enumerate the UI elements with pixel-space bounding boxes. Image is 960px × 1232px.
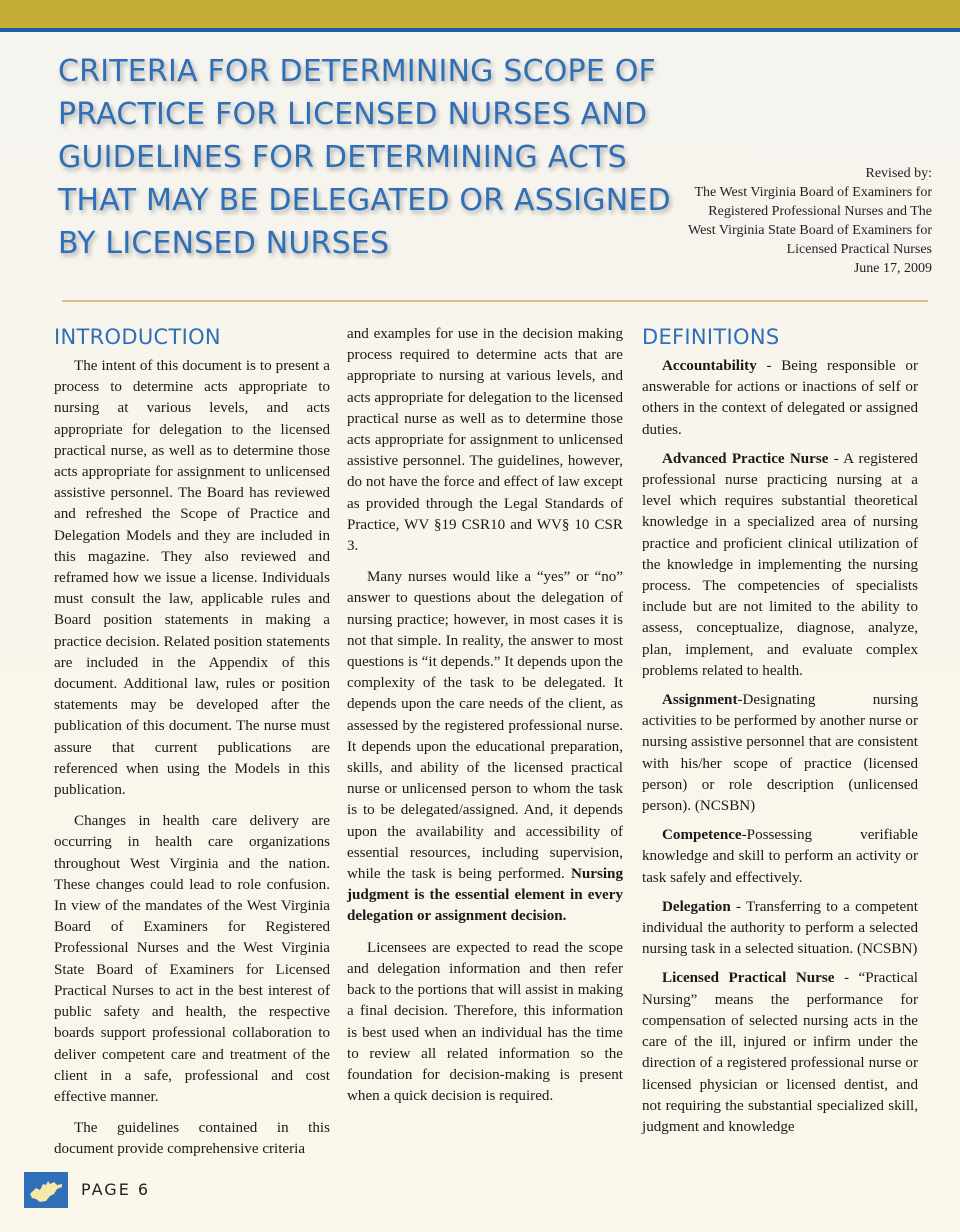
top-gold-band bbox=[0, 0, 960, 28]
page-number: PAGE 6 bbox=[81, 1180, 151, 1199]
introduction-column bbox=[54, 322, 330, 1171]
definition-text: Being responsible or answerable for actions or inactions of self or others in the context of delegated or assigned duties. bbox=[642, 358, 919, 438]
middle-paragraph-text: Many nurses would like a “yes” or “no” answer to questions about the delegation of nursing practice; however, in most cases it is not that simple. In reality, the answer to most questions is “it depends.” It depends upon the complexity of the task to be delegated. It depends upon the care needs of the client, as assessed by the registered professional nurse. It depends upon the educational preparation, skills, and ability of the licensed practical nurse or unlicensed person to whom the task is to be delegated/assigned. And, it depends upon the availability and accessibility of essential resources, including supervision, while the task is being performed. bbox=[347, 569, 623, 883]
top-blue-rule bbox=[0, 28, 960, 32]
middle-paragraph bbox=[347, 567, 623, 927]
intro-paragraph: The guidelines contained in this document provide comprehensive criteria bbox=[54, 1120, 330, 1158]
revised-line: Registered Professional Nurses and The bbox=[708, 204, 932, 219]
definition-text: “Practical Nursing” means the performance for compensation of selected nursing acts in the care of the ill, injured or infirm under the direction of a registered professional nurse or licensed physician or licensed dentist, and not requiring the substantial specialized skill, judgment and knowledge bbox=[642, 970, 918, 1135]
west-virginia-map-icon bbox=[24, 1172, 68, 1208]
middle-paragraph: and examples for use in the decision making process required to determine acts that are appropriate to nursing at various levels, and acts appropriate for delegation to the licensed practical nurse as well as to determine those acts appropriate for assignment to unlicensed assistive personnel. The guidelines, however, do not have the force and effect of law except as provided through the Legal Standards of Practice, WV §19 CSR10 and WV§ 10 CSR 3. bbox=[347, 326, 623, 555]
definition-separator: - bbox=[737, 692, 743, 709]
definitions-column bbox=[642, 322, 918, 1146]
revised-date: June 17, 2009 bbox=[853, 261, 932, 276]
definition-term: Advanced Practice Nurse bbox=[662, 450, 829, 467]
document-title: CRITERIA FOR DETERMINING SCOPE OF PRACTICE FOR LICENSED NURSES AND GUIDELINES FOR DETERMINING ACTS THAT MAY BE DELEGATED OR ASSIGNED BY LICENSED NURSES bbox=[58, 54, 671, 261]
definition-separator: - bbox=[756, 358, 782, 374]
definition-item bbox=[642, 690, 918, 817]
definition-separator: - bbox=[834, 970, 859, 987]
definition-text: A registered professional nurse practicing nursing at a level which requires substantial theoretical knowledge in a specialized area of nursing practice and proficient clinical utilization of the knowledge in implementing the nursing process. The competencies of specialists include but are not limited to the ability to assess, conceptualize, diagnose, analyze, plan, implement, and evaluate complex problems related to health. bbox=[642, 450, 918, 679]
revised-line: Revised by: bbox=[865, 166, 932, 181]
revised-line: Licensed Practical Nurses bbox=[786, 242, 932, 257]
definition-text: Designating nursing activities to be performed by another nurse or nursing assistive personnel that are consistent with his/her scope of practice (licensed person) or role description (unlicensed person). (NCSBN) bbox=[642, 692, 918, 815]
nursing-judgment-emphasis: Nursing judgment is the essential element in every delegation or assignment decision. bbox=[347, 866, 623, 925]
revised-line: The West Virginia Board of Examiners for bbox=[694, 185, 932, 200]
definition-item bbox=[642, 968, 918, 1138]
definition-separator: - bbox=[741, 827, 747, 844]
state-map-badge bbox=[24, 1172, 68, 1208]
definition-term: Delegation bbox=[662, 898, 731, 915]
middle-paragraph: Licensees are expected to read the scope and delegation information and then refer back to the portions that will assist in making a final decision. Therefore, this information is best used when an individual has the time to review all related information so the foundation for decision-making is present when a quick decision is required. bbox=[347, 939, 623, 1105]
definition-text: Possessing verifiable knowledge and skill to perform an activity or task safely and effectively. bbox=[642, 827, 918, 886]
definition-text: Transferring to a competent individual the authority to perform a selected nursing task in a selected situation. (NCSBN) bbox=[642, 898, 918, 958]
definition-term: Accountability bbox=[662, 358, 757, 374]
intro-paragraph: Changes in health care delivery are occurring in health care organizations throughout West Virginia and the nation. These changes could lead to role confusion. In view of the mandates of the West Virginia Board of Examiners for Registered Professional Nurses and the West Virginia State Board of Examiners for Licensed Practical Nurses to act in the best interest of public safety and health, the respective boards support professional collaboration to deliver competent care and treatment of the client in a safe, professional and cost effective manner. bbox=[54, 813, 330, 1105]
definition-term: Licensed Practical Nurse bbox=[662, 970, 835, 987]
definition-item bbox=[642, 449, 918, 682]
revised-line: West Virginia State Board of Examiners for bbox=[687, 223, 932, 238]
introduction-heading: INTRODUCTION bbox=[54, 325, 221, 349]
definition-item bbox=[642, 356, 918, 441]
definition-separator: - bbox=[828, 450, 844, 467]
intro-paragraph: The intent of this document is to present a process to determine acts appropriate to nursing at various levels, and acts appropriate for delegation to the licensed practical nurse, as well as to determine those acts appropriate for assignment to unlicensed assistive personnel. The Board has reviewed and refreshed the Scope of Practice and Delegation Models and they are included in this magazine. They also reviewed and reframed how we issue a license. Individuals must consult the law, applicable rules and Board position statements in making a practice decision. Related position statements are included in the Appendix of this document. Additional law, rules or position statements may be developed after the publication of this document. The nurse must assure that current publications are referenced when using the Models in this publication. bbox=[54, 358, 330, 799]
definition-term: Competence bbox=[662, 827, 742, 844]
definition-item bbox=[642, 825, 918, 889]
middle-column bbox=[347, 324, 623, 1117]
header-divider bbox=[62, 300, 928, 302]
definition-separator: - bbox=[730, 898, 747, 915]
definition-item bbox=[642, 897, 918, 961]
revised-by-block bbox=[632, 164, 932, 278]
definition-term: Assignment bbox=[662, 692, 738, 709]
definitions-heading: DEFINITIONS bbox=[642, 325, 780, 349]
